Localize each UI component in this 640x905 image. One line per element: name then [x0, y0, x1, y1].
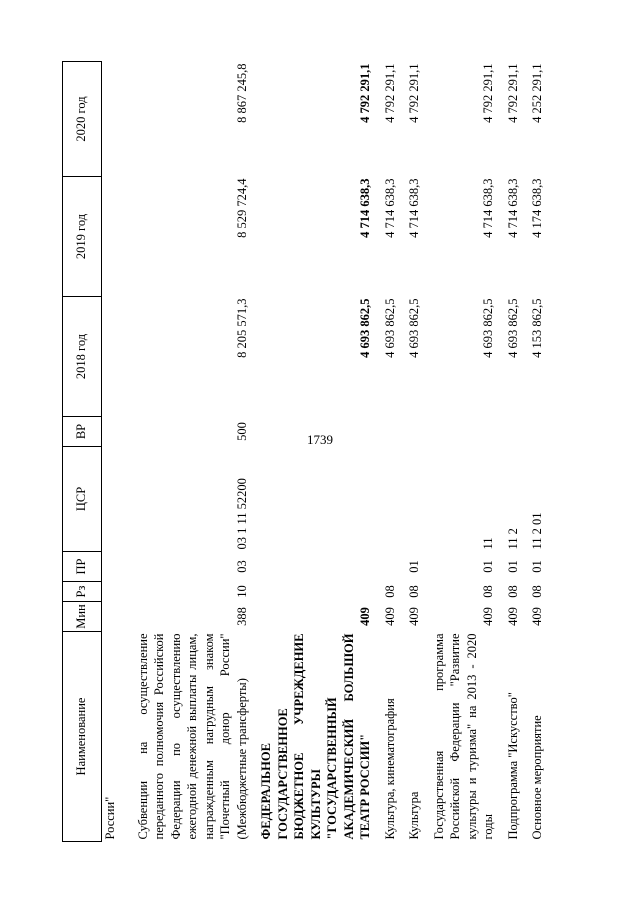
row-rz: 08: [382, 585, 397, 598]
row-vr: [429, 417, 503, 447]
row-name: Культура: [407, 791, 421, 840]
row-csr: 03 1 11 52200: [234, 478, 249, 550]
row-2018: 4 153 862,5: [530, 298, 544, 358]
row-pr: [102, 552, 133, 582]
row-2019: 4 714 638,3: [407, 178, 421, 238]
row-2018: 4 693 862,5: [407, 298, 421, 358]
row-csr: 11 2: [505, 528, 520, 550]
header-row: [63, 62, 102, 842]
row-2019: 4 714 638,3: [505, 178, 520, 238]
budget-table: [62, 61, 546, 842]
row-min: 409: [358, 607, 372, 626]
row-csr: [380, 447, 405, 552]
row-vr: [102, 417, 133, 447]
row-2018: 4 693 862,5: [481, 298, 495, 358]
row-2020: 4 252 291,1: [530, 63, 544, 123]
row-pr: 01: [481, 560, 495, 573]
row-2018: 4 693 862,5: [358, 298, 372, 358]
row-name: Государственная программа Российской Федерации "Развитие культуры и туризма" на 2013 - 2020 годы: [431, 633, 495, 840]
row-vr: [527, 417, 546, 447]
row-min: 409: [407, 607, 421, 626]
row-2020: 4 792 291,1: [382, 63, 397, 123]
row-min: [102, 602, 133, 632]
page-number: 1739: [307, 432, 333, 447]
row-pr: 01: [407, 560, 421, 573]
row-2019: 4 714 638,3: [358, 178, 372, 238]
row-2020: 8 867 245,8: [234, 63, 249, 123]
row-pr: 03: [234, 560, 249, 573]
row-name: ФЕДЕРАЛЬНОЕ ГОСУДАРСТВЕННОЕ БЮДЖЕТНОЕ УЧРЕЖДЕНИЕ КУЛЬТУРЫ "ГОСУДАРСТВЕННЫЙ АКАДЕМИЧЕСКИЙ БОЛЬШОЙ ТЕАТР РОССИИ": [259, 633, 372, 840]
row-pr: 01: [505, 560, 520, 573]
row-rz: 08: [530, 585, 544, 598]
row-rz: [256, 582, 380, 602]
row-2019: [102, 177, 133, 297]
row-2018: [102, 297, 133, 417]
row-2019: 4 714 638,3: [481, 178, 495, 238]
row-rz: 10: [234, 585, 249, 598]
table-row: [527, 62, 546, 842]
row-rz: 08: [481, 585, 495, 598]
row-csr: [256, 447, 380, 552]
row-vr: [256, 417, 380, 447]
header-vr: ВР: [63, 417, 102, 447]
row-pr: [256, 552, 380, 582]
row-min: 409: [505, 607, 520, 626]
table-row: [429, 62, 503, 842]
row-2019: 4 174 638,3: [530, 178, 544, 238]
row-min: 409: [382, 607, 397, 626]
row-csr: [404, 447, 429, 552]
row-name: Субвенции на осуществление переданного полномочия Российской Федерации по осуществлению ежегодной денежной выплаты лицам, награжденным нагрудным знаком "Почетный донор России" (Межбюджетные трансферты): [135, 633, 249, 840]
header-2020: 2020 год: [63, 62, 102, 177]
header-2018: 2018 год: [63, 297, 102, 417]
row-2020: [102, 62, 133, 177]
row-name: Подпрограмма "Искусство": [505, 692, 520, 840]
row-csr: 11 2 01: [530, 512, 544, 550]
row-name: Культура, кинематография: [382, 698, 397, 840]
row-rz: 08: [407, 585, 421, 598]
row-2020: 4 792 291,1: [358, 63, 372, 123]
header-min: Мин: [63, 602, 102, 632]
row-name: Основное мероприятие: [530, 715, 544, 840]
header-pr: ПР: [63, 552, 102, 582]
row-name: России": [103, 796, 117, 840]
row-2019: 4 714 638,3: [382, 178, 397, 238]
header-csr: ЦСР: [63, 447, 102, 552]
header-2019: 2019 год: [63, 177, 102, 297]
row-pr: [380, 552, 405, 582]
row-vr: [404, 417, 429, 447]
row-2018: 4 693 862,5: [382, 298, 397, 358]
row-csr: [102, 447, 133, 552]
table-row: [404, 62, 429, 842]
header-name: Наименование: [63, 632, 102, 842]
row-rz: 08: [505, 585, 520, 598]
row-vr: [380, 417, 405, 447]
row-rz: [102, 582, 133, 602]
row-vr: [503, 417, 528, 447]
table-row: [102, 62, 133, 842]
row-min: 388: [234, 607, 249, 626]
table-row: [503, 62, 528, 842]
table-row: [133, 62, 257, 842]
table-row: [256, 62, 380, 842]
row-vr: 500: [234, 422, 249, 441]
row-min: 409: [481, 607, 495, 626]
row-2019: 8 529 724,4: [234, 178, 249, 238]
row-2020: 4 792 291,1: [481, 63, 495, 123]
row-2018: 4 693 862,5: [505, 298, 520, 358]
header-rz: Рз: [63, 582, 102, 602]
row-pr: 01: [530, 560, 544, 573]
row-csr: 11: [481, 537, 495, 550]
row-2020: 4 792 291,1: [407, 63, 421, 123]
row-2018: 8 205 571,3: [234, 298, 249, 358]
rotated-table-wrapper: [62, 62, 608, 842]
row-min: 409: [530, 607, 544, 626]
row-2020: 4 792 291,1: [505, 63, 520, 123]
table-row: [380, 62, 405, 842]
